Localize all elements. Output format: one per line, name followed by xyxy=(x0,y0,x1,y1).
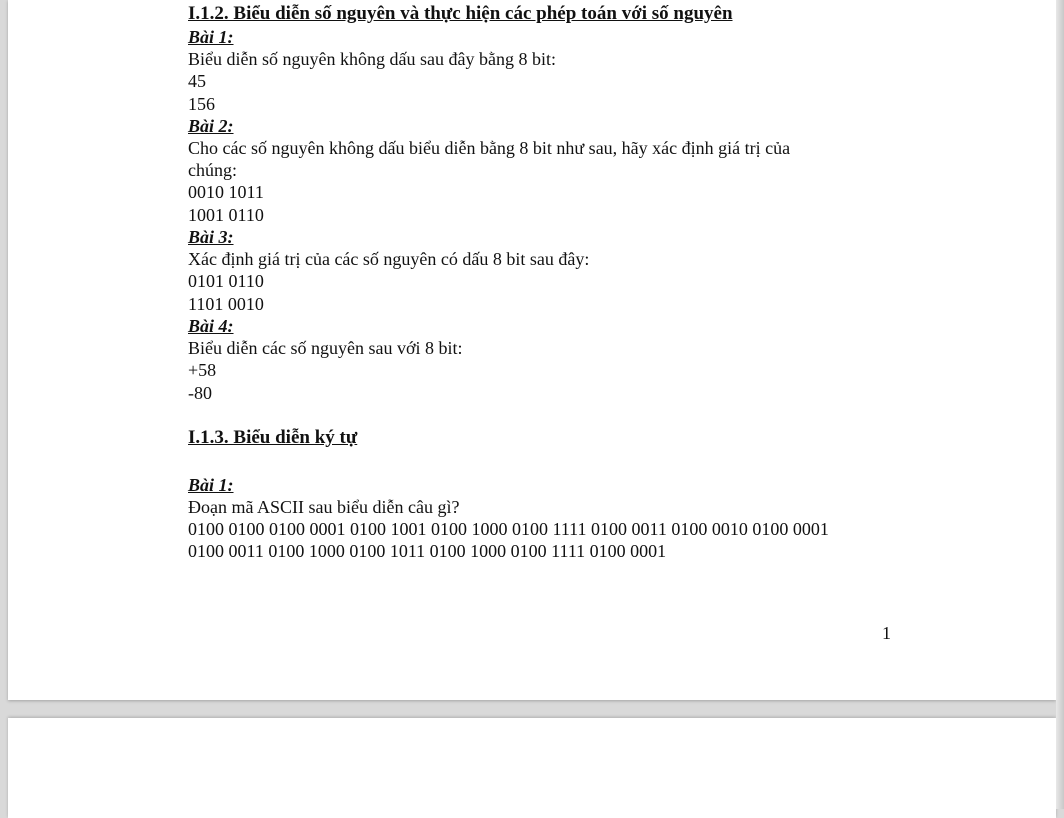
document-page-1 xyxy=(8,0,1056,700)
exercise-1-item-2: 156 xyxy=(188,94,215,114)
viewer-right-edge xyxy=(1056,0,1064,809)
exercise-2-prompt-line-1: Cho các số nguyên không dấu biểu diễn bằng 8 bit như sau, hãy xác định giá trị của xyxy=(188,138,791,158)
exercise-3-item-2: 1101 0010 xyxy=(188,294,264,314)
section-heading-characters: I.1.3. Biểu diễn ký tự xyxy=(188,427,358,448)
exercise-2-item-2: 1001 0110 xyxy=(188,205,264,225)
page-number: 1 xyxy=(882,623,891,643)
exercise-3-prompt: Xác định giá trị của các số nguyên có dấu 8 bit sau đây: xyxy=(188,249,590,269)
exercise-4-prompt: Biểu diễn các số nguyên sau với 8 bit: xyxy=(188,338,463,358)
ascii-exercise-prompt: Đoạn mã ASCII sau biểu diễn câu gì? xyxy=(188,497,460,517)
exercise-2-prompt-line-2: chúng: xyxy=(188,160,237,180)
exercise-3-label: Bài 3: xyxy=(188,227,234,247)
ascii-code-line-2: 0100 0011 0100 1000 0100 1011 0100 1000 0100 1111 0100 0001 xyxy=(188,541,667,561)
exercise-1-prompt: Biểu diễn số nguyên không dấu sau đây bằng 8 bit: xyxy=(188,49,556,69)
ascii-code-line-1: 0100 0100 0100 0001 0100 1001 0100 1000 0100 1111 0100 0011 0100 0010 0100 0001 xyxy=(188,519,829,539)
exercise-4-item-2: -80 xyxy=(188,383,212,403)
exercise-1-item-1: 45 xyxy=(188,71,206,91)
section-heading-integers: I.1.2. Biểu diễn số nguyên và thực hiện các phép toán với số nguyên xyxy=(188,3,733,24)
ascii-exercise-label: Bài 1: xyxy=(188,475,234,495)
exercise-1-label: Bài 1: xyxy=(188,27,234,47)
exercise-3-item-1: 0101 0110 xyxy=(188,271,264,291)
exercise-2-item-1: 0010 1011 xyxy=(188,182,264,202)
exercise-4-item-1: +58 xyxy=(188,360,217,380)
exercise-4-label: Bài 4: xyxy=(188,316,234,336)
exercise-2-label: Bài 2: xyxy=(188,116,234,136)
document-page-2 xyxy=(8,718,1056,818)
